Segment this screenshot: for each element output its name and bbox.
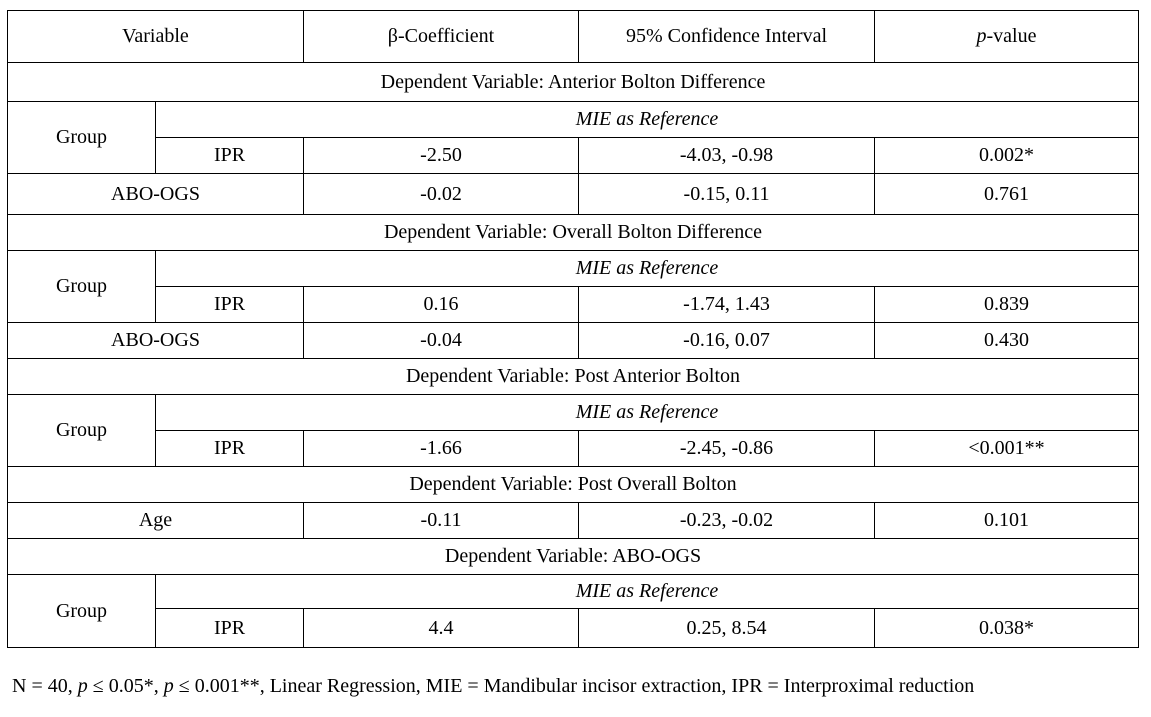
p-cell: 0.839 bbox=[875, 287, 1139, 323]
beta-cell: -0.04 bbox=[304, 323, 579, 359]
ci-cell: 0.25, 8.54 bbox=[579, 609, 875, 648]
ci-cell: -1.74, 1.43 bbox=[579, 287, 875, 323]
table-row bbox=[8, 503, 1139, 539]
table-row bbox=[8, 174, 1139, 215]
header-ci: 95% Confidence Interval bbox=[579, 11, 875, 63]
beta-cell: -0.11 bbox=[304, 503, 579, 539]
group-label: Group bbox=[8, 251, 156, 323]
reference-row bbox=[8, 395, 1139, 431]
p-cell: 0.430 bbox=[875, 323, 1139, 359]
beta-cell: -0.02 bbox=[304, 174, 579, 215]
group-label: Group bbox=[8, 575, 156, 648]
row-label: IPR bbox=[156, 138, 304, 174]
ci-cell: -2.45, -0.86 bbox=[579, 431, 875, 467]
section-title-row bbox=[8, 63, 1139, 102]
table-row bbox=[8, 138, 1139, 174]
ci-cell: -0.23, -0.02 bbox=[579, 503, 875, 539]
footnote-part1: N = 40, bbox=[12, 675, 78, 697]
section-title-row bbox=[8, 467, 1139, 503]
header-p-italic: p bbox=[976, 25, 987, 47]
p-cell: 0.038* bbox=[875, 609, 1139, 648]
header-p-rest: -value bbox=[986, 25, 1037, 47]
row-label: IPR bbox=[156, 609, 304, 648]
section-title-row bbox=[8, 539, 1139, 575]
section-title: Dependent Variable: Anterior Bolton Difference bbox=[8, 63, 1139, 102]
table-row bbox=[8, 609, 1139, 648]
reference-label: MIE as Reference bbox=[156, 102, 1139, 138]
table-row bbox=[8, 323, 1139, 359]
regression-table bbox=[7, 10, 1139, 648]
section-title-row bbox=[8, 359, 1139, 395]
reference-row bbox=[8, 102, 1139, 138]
beta-cell: -1.66 bbox=[304, 431, 579, 467]
section-title-row bbox=[8, 215, 1139, 251]
footnote-part3: ≤ 0.001**, Linear Regression, MIE = Mandibular incisor extraction, IPR = Interproximal reduction bbox=[173, 675, 975, 697]
reference-label: MIE as Reference bbox=[156, 395, 1139, 431]
row-label: IPR bbox=[156, 287, 304, 323]
ci-cell: -0.15, 0.11 bbox=[579, 174, 875, 215]
section-title: Dependent Variable: Post Anterior Bolton bbox=[8, 359, 1139, 395]
table-row bbox=[8, 431, 1139, 467]
header-beta: β-Coefficient bbox=[304, 11, 579, 63]
table-row bbox=[8, 287, 1139, 323]
header-p-value bbox=[875, 11, 1139, 63]
p-cell: 0.761 bbox=[875, 174, 1139, 215]
beta-cell: 0.16 bbox=[304, 287, 579, 323]
reference-row bbox=[8, 251, 1139, 287]
table-footnote bbox=[12, 675, 974, 698]
reference-row bbox=[8, 575, 1139, 609]
p-cell: <0.001** bbox=[875, 431, 1139, 467]
header-variable: Variable bbox=[8, 11, 304, 63]
reference-label: MIE as Reference bbox=[156, 575, 1139, 609]
row-label: ABO-OGS bbox=[8, 323, 304, 359]
row-label: IPR bbox=[156, 431, 304, 467]
beta-cell: 4.4 bbox=[304, 609, 579, 648]
group-label: Group bbox=[8, 395, 156, 467]
p-cell: 0.002* bbox=[875, 138, 1139, 174]
section-title: Dependent Variable: ABO-OGS bbox=[8, 539, 1139, 575]
p-cell: 0.101 bbox=[875, 503, 1139, 539]
group-label: Group bbox=[8, 102, 156, 174]
header-row bbox=[8, 11, 1139, 63]
row-label: Age bbox=[8, 503, 304, 539]
footnote-part2: ≤ 0.05*, bbox=[87, 675, 164, 697]
section-title: Dependent Variable: Overall Bolton Difference bbox=[8, 215, 1139, 251]
section-title: Dependent Variable: Post Overall Bolton bbox=[8, 467, 1139, 503]
reference-label: MIE as Reference bbox=[156, 251, 1139, 287]
footnote-p1: p bbox=[77, 675, 88, 697]
ci-cell: -4.03, -0.98 bbox=[579, 138, 875, 174]
row-label: ABO-OGS bbox=[8, 174, 304, 215]
ci-cell: -0.16, 0.07 bbox=[579, 323, 875, 359]
footnote-p2: p bbox=[163, 675, 174, 697]
beta-cell: -2.50 bbox=[304, 138, 579, 174]
